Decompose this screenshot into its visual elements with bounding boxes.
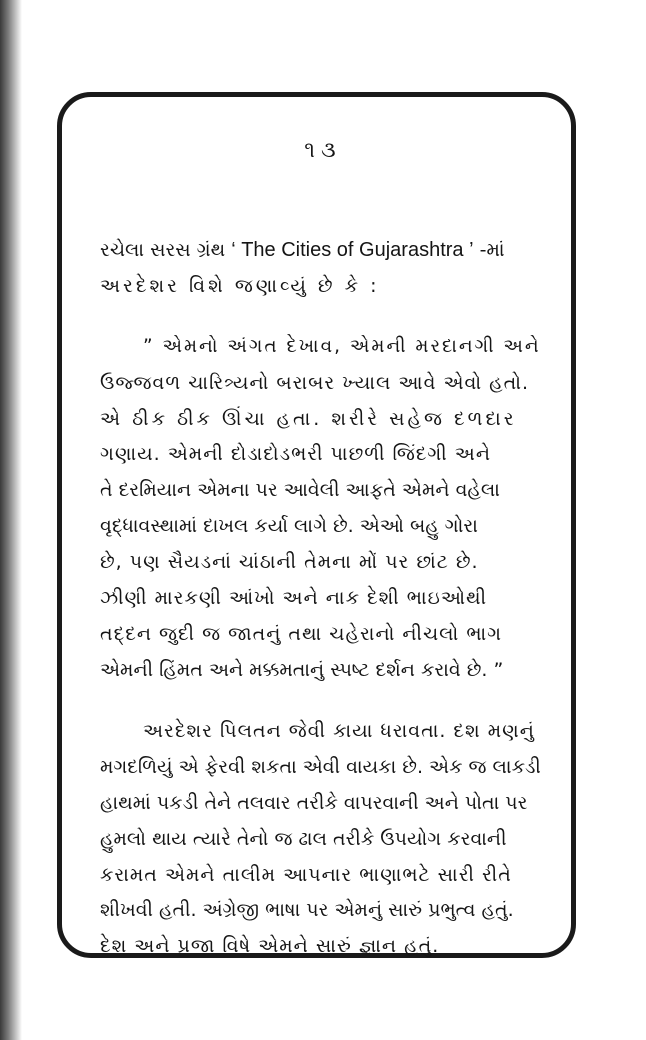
quote-line: એમની હિંમત અને મક્કમતાનું સ્પષ્ટ દર્શન કરાવે છે. ”	[100, 659, 504, 681]
body-line: હુમલો થાય ત્યારે તેનો જ ઢાલ તરીકે ઉપયોગ કરવાની	[100, 828, 507, 850]
quote-line: ઝીણી મારકણી આંખો અને નાક દેશી ભાઇઓથી	[100, 587, 488, 609]
body-line: દેશ અને પ્રજા વિષે એમને સારું જ્ઞાન હતું.	[100, 935, 440, 957]
body-line: મગદળિયું એ ફેરવી શકતા એવી વાયકા છે. એક જ લાકડી	[100, 756, 541, 778]
book-title: ‘ The Cities of Gujarashtra ’	[231, 239, 474, 261]
intro-line-2: અરદેશર વિશે જણાવ્યું છે કે :	[100, 275, 380, 297]
body-line: કરામત એમને તાલીમ આપનાર ભાણાભટે સારી રીતે	[100, 864, 512, 886]
page-number: ૧૩	[304, 138, 342, 163]
quote-line: તદ્દન જુદી જ જાતનું તથા ચહેરાનો નીચલો ભાગ	[100, 623, 503, 645]
quote-line: તે દરમિયાન એમના પર આવેલી આફતે એમને વહેલા	[100, 479, 500, 501]
quote-line: એ ઠીક ઠીક ઊંચા હતા. શરીરે સહેજ દળદાર	[100, 408, 517, 430]
intro-line-1	[100, 236, 550, 264]
body-line: અરદેશર પિલતન જેવી કાયા ધરાવતા. દશ મણનું	[143, 720, 535, 742]
intro-line-1-before: રચેલા સરસ ગ્રંથ	[100, 239, 232, 261]
body-line: શીખવી હતી. અંગ્રેજી ભાષા પર એમનું સારું પ્રભુત્વ હતું.	[100, 899, 514, 921]
quote-line: ” એમનો અંગત દેખાવ, એમની મરદાનગી અને	[143, 336, 541, 357]
quote-line: વૃદ્ધાવસ્થામાં દાખલ કર્યા લાગે છે. એઓ બહુ ગોરા	[100, 515, 478, 537]
quote-line: ઉજ્જવળ ચારિત્ર્યનો બરાબર ખ્યાલ આવે એવો હતો.	[100, 372, 530, 394]
body-line: હાથમાં પકડી તેને તલવાર તરીકે વાપરવાની અને પોતા પર	[100, 792, 528, 814]
quote-line: છે, પણ સૈયડનાં ચાંઠાની તેમના મોં પર છાંટ છે.	[100, 551, 479, 573]
quote-line: ગણાય. એમની દોડાદોડભરી પાછળી જિંદગી અને	[100, 443, 491, 465]
intro-line-1-after: -માં	[473, 239, 505, 261]
